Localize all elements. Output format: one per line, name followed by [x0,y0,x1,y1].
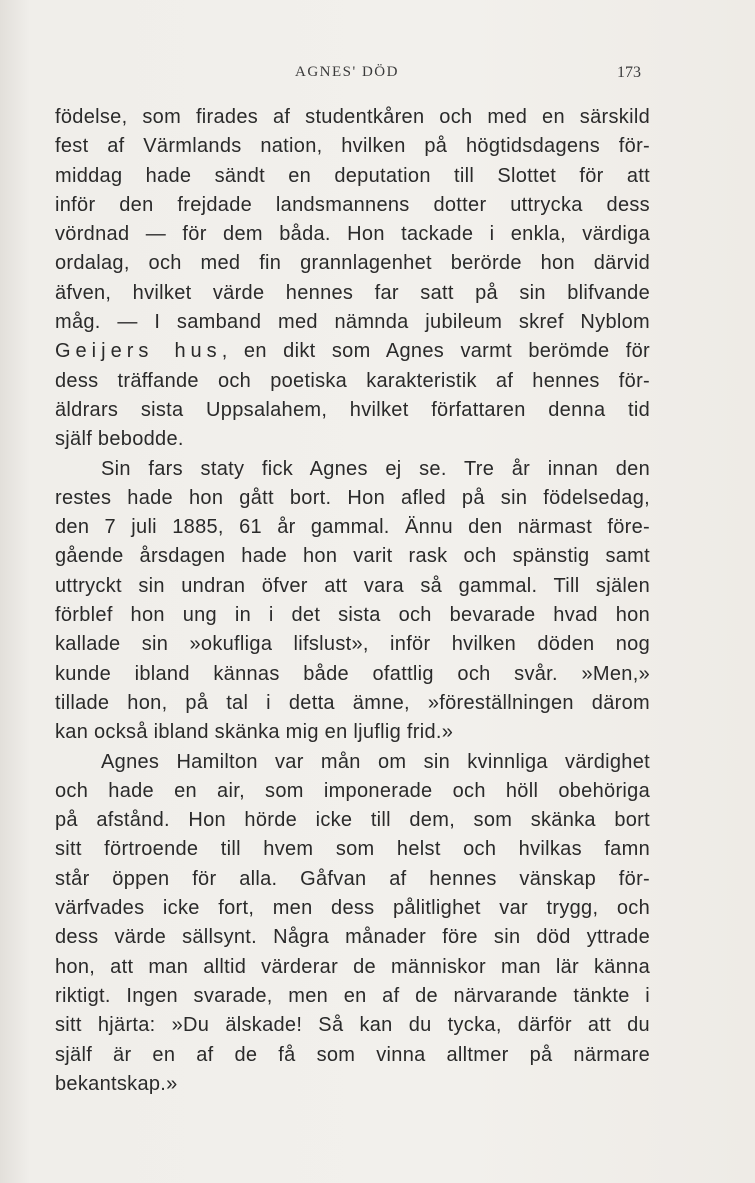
text-line: Agnes Hamilton var mån om sin kvinnliga värdighet [101,750,650,773]
text-line: äldrars sista Uppsalahem, hvilket författaren denna tid [55,398,650,421]
text-line: hon, att man alltid värderar de människor man lär känna [55,955,650,978]
body-text [55,103,650,1099]
text-line: dess värde sällsynt. Några månader före sin död yttrade [55,926,650,949]
text-line: uttryckt sin undran öfver att vara så gammal. Till själen [55,574,650,597]
text-line: bekantskap.» [55,1072,178,1095]
text-line: själf bebodde. [55,428,184,451]
text-line [55,337,650,366]
text-line: dess träffande och poetiska karakteristik af hennes för- [55,369,650,392]
text-line: själf är en af de få som vinna alltmer på närmare [55,1043,650,1066]
text-line: kunde ibland kännas både ofattlig och svår. »Men,» [55,662,650,685]
text-line: födelse, som firades af studentkåren och med en särskild [55,106,650,128]
text-line: vördnad — för dem båda. Hon tackade i enkla, värdiga [55,223,650,246]
text-line: ordalag, och med fin grannlagenhet berörde hon därvid [55,252,650,275]
text-line: sitt förtroende till hvem som helst och hvilkas famn [55,838,650,861]
text-line: tillade hon, på tal i detta ämne, »föreställningen därom [55,691,650,714]
text-line-rest: , en dikt som Agnes varmt berömde för [221,340,650,363]
text-line: och hade en air, som imponerade och höll obehöriga [55,779,650,802]
text-line: gående årsdagen hade hon varit rask och spänstig samt [55,545,650,568]
text-line: inför den frejdade landsmannens dotter uttrycka dess [55,193,650,216]
text-line: äfven, hvilket värde hennes far satt på sin blifvande [55,281,650,304]
text-line: middag hade sändt en deputation till Slottet för att [55,164,650,187]
text-line: kallade sin »okufliga lifslust», inför hvilken döden nog [55,633,650,656]
text-line: sitt hjärta: »Du älskade! Så kan du tycka, därför att du [55,1014,650,1037]
page-header [0,64,755,86]
text-line: måg. — I samband med nämnda jubileum skref Nyblom [55,311,650,334]
text-line: Sin fars staty fick Agnes ej se. Tre år innan den [101,457,650,480]
page-number: 173 [617,64,641,81]
text-line: står öppen för alla. Gåfvan af hennes vänskap för- [55,867,650,890]
text-line: värfvades icke fort, men dess pålitlighet var trygg, och [55,897,650,920]
text-line: riktigt. Ingen svarade, men en af de närvarande tänkte i [55,984,650,1007]
spaced-title: Geijers hus [55,340,222,363]
running-title: AGNES' DÖD [295,64,399,80]
text-line: på afstånd. Hon hörde icke till dem, som skänka bort [55,809,650,832]
text-line: fest af Värmlands nation, hvilken på högtidsdagens för- [55,135,650,158]
text-line: den 7 juli 1885, 61 år gammal. Ännu den närmast före- [55,516,650,539]
text-line: förblef hon ung in i det sista och bevarade hvad hon [55,604,650,627]
text-line: restes hade hon gått bort. Hon afled på sin födelsedag, [55,486,650,509]
text-line: kan också ibland skänka mig en ljuflig frid.» [55,721,454,744]
